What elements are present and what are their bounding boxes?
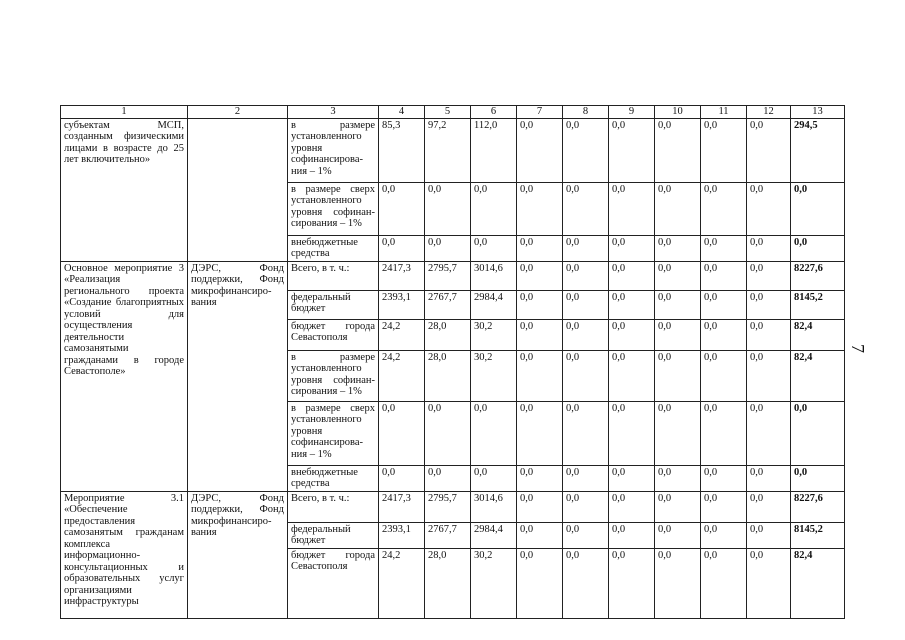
value-cell: 0,0 [563, 350, 609, 401]
value-cell: 0,0 [655, 182, 701, 235]
table-row [61, 261, 845, 290]
value-cell: 0,0 [747, 290, 791, 319]
total-value-cell: 82,4 [791, 350, 845, 401]
funding-source-label: в размере сверх установленного уровня софинан-сирования – 1% [288, 182, 379, 235]
value-cell: 2417,3 [379, 261, 425, 290]
value-cell: 0,0 [379, 401, 425, 465]
value-cell: 0,0 [609, 491, 655, 522]
value-cell: 0,0 [425, 182, 471, 235]
value-cell: 0,0 [701, 235, 747, 261]
value-cell: 0,0 [379, 182, 425, 235]
value-cell: 0,0 [563, 290, 609, 319]
value-cell: 0,0 [655, 118, 701, 182]
value-cell: 0,0 [563, 118, 609, 182]
total-value-cell: 0,0 [791, 182, 845, 235]
value-cell: 0,0 [563, 465, 609, 491]
responsible-organization: ДЭРС, Фонд поддержки, Фонд микрофинансиро-вания [188, 491, 288, 618]
value-cell: 0,0 [609, 522, 655, 548]
value-cell: 28,0 [425, 548, 471, 618]
value-cell: 0,0 [747, 350, 791, 401]
value-cell: 2984,4 [471, 290, 517, 319]
value-cell: 24,2 [379, 548, 425, 618]
responsible-organization [188, 118, 288, 261]
value-cell: 0,0 [701, 290, 747, 319]
value-cell: 0,0 [517, 401, 563, 465]
value-cell: 0,0 [747, 118, 791, 182]
column-number-header: 1 [61, 106, 188, 119]
value-cell: 0,0 [563, 319, 609, 350]
value-cell: 0,0 [701, 401, 747, 465]
value-cell: 0,0 [379, 465, 425, 491]
value-cell: 0,0 [701, 261, 747, 290]
total-value-cell: 294,5 [791, 118, 845, 182]
value-cell: 0,0 [517, 465, 563, 491]
value-cell: 0,0 [517, 235, 563, 261]
column-number-header: 7 [517, 106, 563, 119]
value-cell: 0,0 [471, 182, 517, 235]
value-cell: 0,0 [609, 290, 655, 319]
value-cell: 0,0 [609, 401, 655, 465]
funding-source-label: Всего, в т. ч.: [288, 261, 379, 290]
total-value-cell: 8227,6 [791, 261, 845, 290]
total-value-cell: 0,0 [791, 235, 845, 261]
value-cell: 3014,6 [471, 491, 517, 522]
activity-description: субъектам МСП, созданным физическими лицами в возрасте до 25 лет включительно» [61, 118, 188, 261]
funding-source-label: в размере установленного уровня софинан-сирования – 1% [288, 350, 379, 401]
value-cell: 0,0 [747, 491, 791, 522]
column-number-header: 8 [563, 106, 609, 119]
value-cell: 28,0 [425, 319, 471, 350]
total-value-cell: 8227,6 [791, 491, 845, 522]
value-cell: 112,0 [471, 118, 517, 182]
value-cell: 30,2 [471, 548, 517, 618]
column-number-header: 13 [791, 106, 845, 119]
value-cell: 0,0 [747, 261, 791, 290]
value-cell: 2393,1 [379, 290, 425, 319]
value-cell: 0,0 [747, 548, 791, 618]
column-number-header: 5 [425, 106, 471, 119]
budget-table [60, 105, 845, 619]
value-cell: 0,0 [655, 491, 701, 522]
value-cell: 0,0 [563, 548, 609, 618]
value-cell: 0,0 [609, 118, 655, 182]
value-cell: 0,0 [655, 548, 701, 618]
total-value-cell: 82,4 [791, 319, 845, 350]
value-cell: 0,0 [425, 235, 471, 261]
value-cell: 0,0 [609, 548, 655, 618]
column-number-header: 9 [609, 106, 655, 119]
value-cell: 97,2 [425, 118, 471, 182]
value-cell: 0,0 [563, 182, 609, 235]
value-cell: 0,0 [563, 491, 609, 522]
column-number-header: 6 [471, 106, 517, 119]
table-row [61, 118, 845, 182]
value-cell: 0,0 [517, 548, 563, 618]
value-cell: 0,0 [517, 182, 563, 235]
table-row [61, 491, 845, 522]
funding-source-label: Всего, в т. ч.: [288, 491, 379, 522]
funding-source-label: в размере установленного уровня софинансирова-ния – 1% [288, 118, 379, 182]
funding-source-label: внебюджетные средства [288, 235, 379, 261]
column-number-header: 4 [379, 106, 425, 119]
activity-description: Мероприятие 3.1 «Обеспечение предоставления самозанятым гражданам комплекса информационно-консультационных и образовательных услуг организациями инфраструктуры [61, 491, 188, 618]
value-cell: 0,0 [747, 319, 791, 350]
value-cell: 0,0 [563, 261, 609, 290]
value-cell: 0,0 [379, 235, 425, 261]
value-cell: 85,3 [379, 118, 425, 182]
value-cell: 2984,4 [471, 522, 517, 548]
value-cell: 0,0 [655, 290, 701, 319]
value-cell: 24,2 [379, 319, 425, 350]
value-cell: 0,0 [701, 182, 747, 235]
value-cell: 0,0 [517, 118, 563, 182]
total-value-cell: 82,4 [791, 548, 845, 618]
page-number: 7 [848, 344, 868, 353]
total-value-cell: 8145,2 [791, 290, 845, 319]
header-row [61, 106, 845, 119]
value-cell: 0,0 [517, 319, 563, 350]
value-cell: 0,0 [655, 235, 701, 261]
value-cell: 0,0 [701, 350, 747, 401]
column-number-header: 2 [188, 106, 288, 119]
value-cell: 0,0 [471, 465, 517, 491]
funding-source-label: внебюджетные средства [288, 465, 379, 491]
value-cell: 28,0 [425, 350, 471, 401]
value-cell: 0,0 [747, 235, 791, 261]
value-cell: 0,0 [655, 261, 701, 290]
value-cell: 0,0 [655, 522, 701, 548]
value-cell: 0,0 [425, 401, 471, 465]
value-cell: 2393,1 [379, 522, 425, 548]
value-cell: 2417,3 [379, 491, 425, 522]
value-cell: 0,0 [701, 465, 747, 491]
value-cell: 0,0 [425, 465, 471, 491]
value-cell: 30,2 [471, 319, 517, 350]
value-cell: 0,0 [517, 261, 563, 290]
value-cell: 0,0 [655, 401, 701, 465]
total-value-cell: 0,0 [791, 465, 845, 491]
value-cell: 0,0 [609, 465, 655, 491]
value-cell: 0,0 [747, 182, 791, 235]
value-cell: 0,0 [747, 522, 791, 548]
value-cell: 0,0 [563, 401, 609, 465]
value-cell: 0,0 [609, 235, 655, 261]
value-cell: 0,0 [517, 491, 563, 522]
value-cell: 0,0 [701, 522, 747, 548]
value-cell: 2795,7 [425, 491, 471, 522]
activity-description: Основное мероприятие 3 «Реализация регионального проекта «Создание благоприятных условий для осуществления деятельности самозанятыми гражданами в городе Севастополе» [61, 261, 188, 491]
value-cell: 2767,7 [425, 522, 471, 548]
value-cell: 0,0 [563, 235, 609, 261]
value-cell: 0,0 [609, 319, 655, 350]
funding-source-label: в размере сверх установленного уровня софинансирова-ния – 1% [288, 401, 379, 465]
value-cell: 0,0 [609, 182, 655, 235]
column-number-header: 3 [288, 106, 379, 119]
responsible-organization: ДЭРС, Фонд поддержки, Фонд микрофинансиро-вания [188, 261, 288, 491]
value-cell: 0,0 [471, 401, 517, 465]
value-cell: 0,0 [701, 491, 747, 522]
funding-source-label: федеральный бюджет [288, 290, 379, 319]
value-cell: 0,0 [517, 350, 563, 401]
value-cell: 0,0 [701, 319, 747, 350]
column-number-header: 10 [655, 106, 701, 119]
value-cell: 0,0 [701, 548, 747, 618]
funding-source-label: бюджет города Севастополя [288, 548, 379, 618]
value-cell: 0,0 [471, 235, 517, 261]
value-cell: 2767,7 [425, 290, 471, 319]
column-number-header: 12 [747, 106, 791, 119]
value-cell: 0,0 [655, 465, 701, 491]
value-cell: 2795,7 [425, 261, 471, 290]
value-cell: 0,0 [655, 350, 701, 401]
value-cell: 0,0 [517, 522, 563, 548]
value-cell: 3014,6 [471, 261, 517, 290]
value-cell: 30,2 [471, 350, 517, 401]
total-value-cell: 0,0 [791, 401, 845, 465]
value-cell: 0,0 [609, 350, 655, 401]
value-cell: 0,0 [747, 401, 791, 465]
value-cell: 24,2 [379, 350, 425, 401]
value-cell: 0,0 [747, 465, 791, 491]
total-value-cell: 8145,2 [791, 522, 845, 548]
value-cell: 0,0 [655, 319, 701, 350]
value-cell: 0,0 [563, 522, 609, 548]
funding-source-label: бюджет города Севастополя [288, 319, 379, 350]
value-cell: 0,0 [701, 118, 747, 182]
column-number-header: 11 [701, 106, 747, 119]
value-cell: 0,0 [609, 261, 655, 290]
value-cell: 0,0 [517, 290, 563, 319]
funding-source-label: федеральный бюджет [288, 522, 379, 548]
